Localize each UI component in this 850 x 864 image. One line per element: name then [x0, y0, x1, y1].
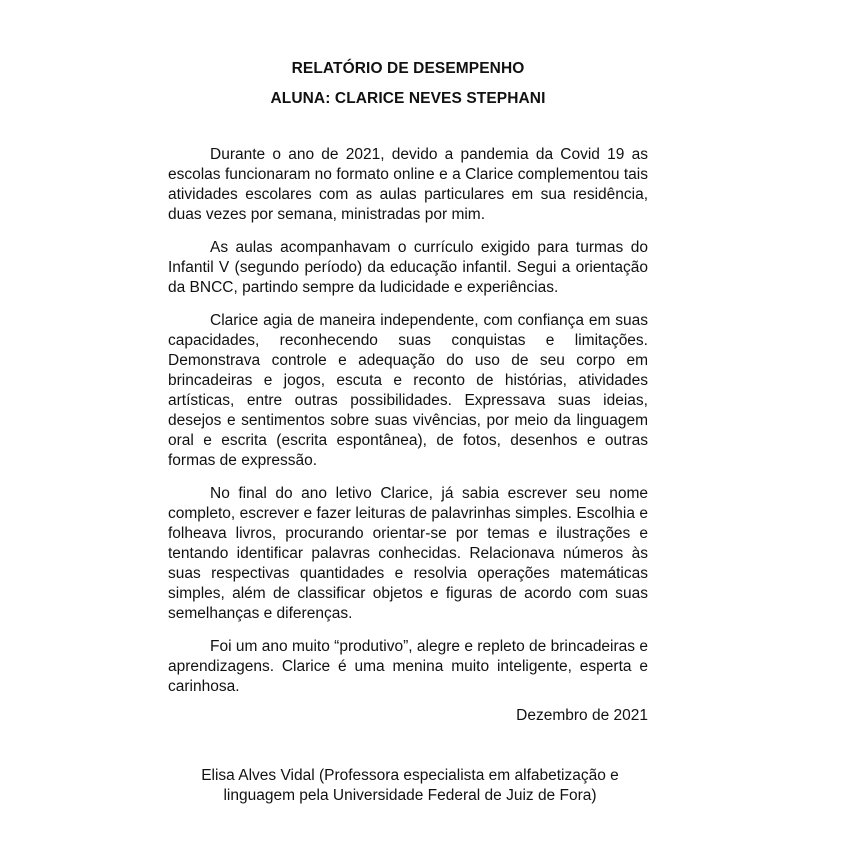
signature-line-2: linguagem pela Universidade Federal de Juiz de Fora): [223, 787, 597, 804]
paragraph-curriculum: As aulas acompanhavam o currículo exigido para turmas do Infantil V (segundo período) da educação infantil. Segui a orientação da BNCC, partindo sempre da ludicidade e experiências.: [168, 239, 648, 296]
report-title: RELATÓRIO DE DESEMPENHO: [291, 60, 525, 77]
student-name-heading: ALUNA: CLARICE NEVES STEPHANI: [270, 90, 546, 107]
paragraph-pandemic-context: Durante o ano de 2021, devido a pandemia da Covid 19 as escolas funcionaram no formato online e a Clarice complementou tais atividades escolares com as aulas particulares em sua residência, duas vezes por semana, ministradas por mim.: [168, 146, 648, 223]
signature-block: [0, 766, 820, 806]
paragraph-development: Clarice agia de maneira independente, com confiança em suas capacidades, reconhecendo suas conquistas e limitações. Demonstrava controle e adequação do uso de seu corpo em brincadeiras e jogos, escuta e reconto de histórias, atividades artísticas, entre outras possibilidades. Expressava suas ideias, desejos e sentimentos sobre suas vivências, por meio da linguagem oral e escrita (escrita espontânea), de fotos, desenhos e outras formas de expressão.: [168, 312, 648, 469]
report-date: Dezembro de 2021: [516, 707, 648, 724]
report-body: [168, 145, 648, 710]
paragraph-literacy-math: No final do ano letivo Clarice, já sabia escrever seu nome completo, escrever e fazer leituras de palavrinhas simples. Escolhia e folheava livros, procurando orientar-se por temas e ilustrações e tentando identificar palavras conhecidas. Relacionava números às suas respectivas quantidades e resolvia operações matemáticas simples, além de classificar objetos e figuras de acordo com suas semelhanças e diferenças.: [168, 485, 648, 622]
paragraph-conclusion: Foi um ano muito “produtivo”, alegre e repleto de brincadeiras e aprendizagens. Clarice é uma menina muito inteligente, esperta e carinhosa.: [168, 638, 648, 695]
signature-line-1: Elisa Alves Vidal (Professora especialista em alfabetização e: [201, 767, 619, 784]
